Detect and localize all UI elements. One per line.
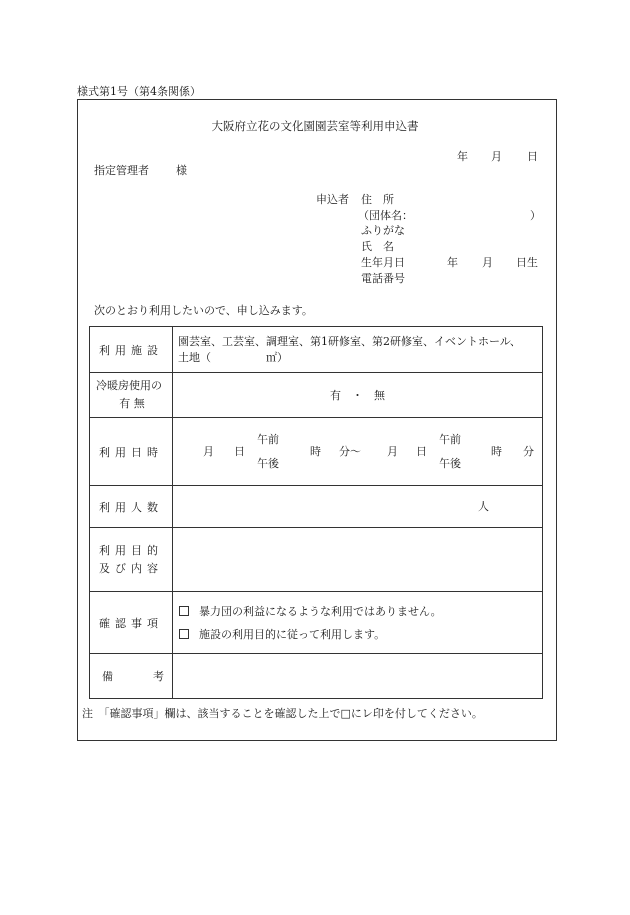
- applicant-group-name-open: （団体名：: [358, 209, 413, 222]
- heating-label-left: 有: [119, 397, 131, 410]
- remarks-label-spread: [90, 668, 172, 684]
- row-people: [90, 486, 543, 528]
- heating-label-right: 無: [133, 397, 145, 410]
- applicant-name-label: 氏 名: [361, 240, 394, 253]
- row-datetime: [90, 418, 543, 486]
- people-label: 利用人数: [90, 486, 173, 528]
- end-pm: 午後: [439, 457, 461, 470]
- confirm-label: 確認事項: [90, 592, 173, 654]
- confirm-cell: [173, 592, 543, 654]
- start-hour: 時: [310, 445, 321, 458]
- applicant-group-name-close: ）: [530, 209, 541, 222]
- usage-table: [89, 326, 543, 699]
- footnote: 注 「確認事項」欄は、該当することを確認した上で□にレ印を付してください。: [82, 707, 483, 720]
- purpose-label-line1: 利用目的: [99, 543, 163, 557]
- birth-year: 年: [447, 256, 458, 269]
- row-remarks: [90, 654, 543, 699]
- applicant-birthdate-label: 生年月日: [361, 256, 405, 269]
- end-am: 午前: [439, 433, 461, 446]
- remarks-label-right: 考: [153, 670, 164, 683]
- start-day: 日: [234, 445, 245, 458]
- people-unit: 人: [478, 500, 489, 513]
- confirm-item-2[interactable]: [173, 623, 542, 646]
- remarks-label: [90, 654, 173, 699]
- date-month: 月: [491, 150, 502, 163]
- heating-value[interactable]: 有 ・ 無: [173, 373, 543, 418]
- checkbox-icon[interactable]: [179, 629, 189, 639]
- row-facility: [90, 327, 543, 373]
- birth-day: 日生: [516, 256, 538, 269]
- birth-month: 月: [482, 256, 493, 269]
- facility-label: 利用施設: [90, 327, 173, 373]
- row-heating: [90, 373, 543, 418]
- facility-options: 園芸室、工芸室、調理室、第1研修室、第2研修室、イベントホール、: [178, 334, 521, 348]
- row-confirm: [90, 592, 543, 654]
- confirm-item-1-text: 暴力団の利益になるような利用ではありません。: [199, 604, 442, 618]
- purpose-label-line2: 及び内容: [99, 561, 163, 575]
- datetime-label: 利用日時: [90, 418, 173, 486]
- confirm-item-1[interactable]: [173, 600, 542, 623]
- facility-land-area: 土地（ ㎡）: [178, 350, 288, 364]
- addressee-label: 指定管理者: [94, 164, 149, 177]
- purpose-cell[interactable]: [173, 528, 543, 592]
- heating-label: [90, 373, 173, 418]
- applicant-phone-label: 電話番号: [361, 272, 405, 285]
- date-day: 日: [527, 150, 538, 163]
- end-hour: 時: [491, 445, 502, 458]
- end-day: 日: [416, 445, 427, 458]
- applicant-furigana-label: ふりがな: [361, 224, 405, 237]
- checkbox-icon[interactable]: [179, 606, 189, 616]
- heating-label-line2: [90, 395, 172, 413]
- end-month: 月: [387, 445, 398, 458]
- start-minute: 分〜: [339, 445, 361, 458]
- heating-label-line1: 冷暖房使用の: [96, 379, 162, 392]
- row-purpose: [90, 528, 543, 592]
- purpose-label: [90, 528, 173, 592]
- remarks-label-left: 備: [102, 670, 113, 683]
- date-year: 年: [457, 150, 468, 163]
- document-title: 大阪府立花の文化園園芸室等利用申込書: [211, 119, 419, 133]
- intro-text: 次のとおり利用したいので、申し込みます。: [94, 304, 313, 317]
- facility-cell[interactable]: [173, 327, 543, 373]
- addressee-honorific: 様: [176, 164, 187, 177]
- applicant-address-label: 住 所: [361, 193, 394, 206]
- people-cell[interactable]: [173, 486, 543, 528]
- start-pm: 午後: [257, 457, 279, 470]
- form-number: 様式第1号（第4条関係）: [77, 85, 201, 98]
- remarks-cell[interactable]: [173, 654, 543, 699]
- start-am: 午前: [257, 433, 279, 446]
- applicant-label: 申込者: [316, 193, 349, 206]
- datetime-cell[interactable]: [173, 418, 543, 486]
- start-month: 月: [203, 445, 214, 458]
- confirm-item-2-text: 施設の利用目的に従って利用します。: [199, 627, 386, 641]
- end-minute: 分: [523, 445, 534, 458]
